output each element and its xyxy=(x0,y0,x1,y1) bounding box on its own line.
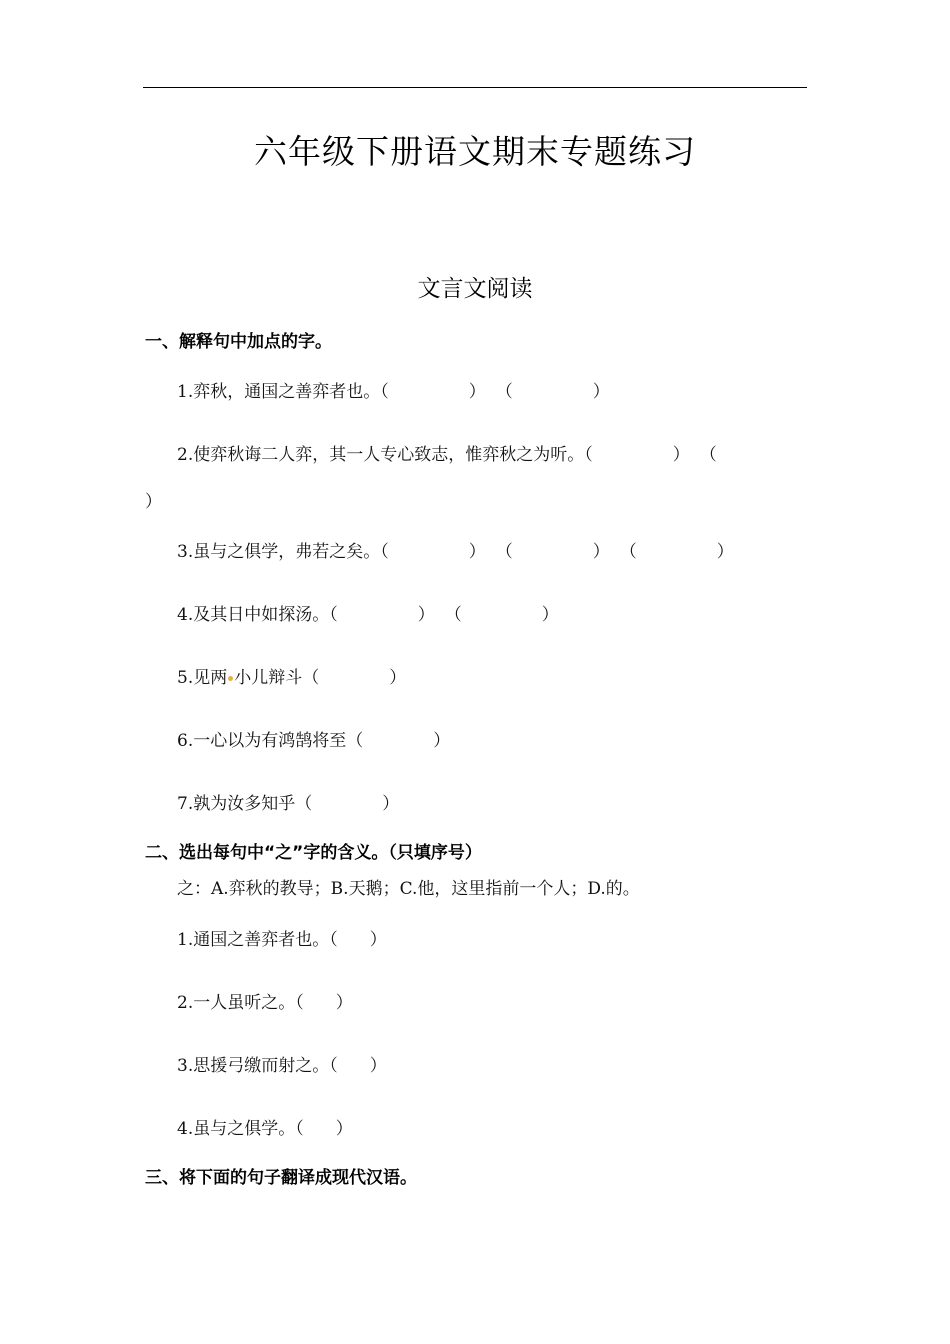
blank-open: （ xyxy=(495,542,513,562)
blank-open: （ xyxy=(329,605,338,625)
blank-close: ） xyxy=(468,542,486,562)
blank-close: ） xyxy=(433,731,451,751)
q2-item-1-text: 1.通国之善弈者也。 xyxy=(177,930,330,950)
section2-options: 之：A.弈秋的教导；B.天鹅；C.他，这里指前一个人；D.的。 xyxy=(177,879,640,899)
q1-item-3 xyxy=(177,537,734,562)
section3-heading: 三、将下面的句子翻译成现代汉语。 xyxy=(145,1168,417,1188)
q2-item-2 xyxy=(177,988,353,1013)
blank-open: （ xyxy=(444,605,462,625)
q1-item-2-text: 2.使弈秋诲二人弈，其一人专心致志，惟弈秋之为听。 xyxy=(177,445,585,465)
blank-open: （ xyxy=(329,930,338,950)
q1-item-5 xyxy=(177,663,406,688)
section-subtitle: 文言文阅读 xyxy=(417,276,533,302)
blank-close: ） xyxy=(369,930,387,950)
q2-item-2-text: 2.一人虽听之。 xyxy=(177,993,296,1013)
blank-close: ） xyxy=(592,542,610,562)
section1-heading: 一、解释句中加点的字。 xyxy=(145,332,332,352)
section2-heading: 二、选出每句中“之”字的含义。（只填序号） xyxy=(145,843,482,863)
q2-item-3-text: 3.思援弓缴而射之。 xyxy=(177,1056,330,1076)
blank-open: （ xyxy=(584,445,593,465)
top-rule xyxy=(143,87,807,88)
q1-item-2 xyxy=(177,440,717,465)
blank-open: （ xyxy=(380,542,389,562)
blank-open: （ xyxy=(699,445,717,465)
emphasis-dot-mark xyxy=(228,676,233,681)
blank-close: ） xyxy=(592,382,610,402)
blank-open: （ xyxy=(329,1056,338,1076)
blank-close: ） xyxy=(335,993,353,1013)
blank-open: （ xyxy=(295,794,313,814)
blank-open: （ xyxy=(295,1119,304,1139)
blank-close: ） xyxy=(145,492,162,512)
blank-open: （ xyxy=(495,382,513,402)
blank-close: ） xyxy=(369,1056,387,1076)
blank-close: ） xyxy=(417,605,435,625)
q2-item-3 xyxy=(177,1051,387,1076)
blank-open: （ xyxy=(295,993,304,1013)
q2-item-4 xyxy=(177,1114,353,1139)
q1-item-6 xyxy=(177,726,450,751)
q1-item-6-text: 6.一心以为有鸿鹄将至 xyxy=(177,731,347,751)
q1-item-3-text: 3.虽与之俱学，弗若之矣。 xyxy=(177,542,381,562)
q1-item-7 xyxy=(177,789,399,814)
page-title: 六年级下册语文期末专题练习 xyxy=(254,132,696,171)
q1-item-1-text: 1.弈秋，通国之善弈者也。 xyxy=(177,382,381,402)
blank-close: ） xyxy=(335,1119,353,1139)
blank-open: （ xyxy=(619,542,637,562)
q1-item-5-text-b: 小儿辩斗 xyxy=(234,668,303,688)
blank-close: ） xyxy=(389,668,407,688)
q1-item-7-text: 7.孰为汝多知乎 xyxy=(177,794,296,814)
blank-open: （ xyxy=(302,668,320,688)
blank-open: （ xyxy=(346,731,364,751)
q1-item-4-text: 4.及其日中如探汤。 xyxy=(177,605,330,625)
blank-open: （ xyxy=(380,382,389,402)
q2-item-1 xyxy=(177,925,387,950)
blank-close: ） xyxy=(672,445,690,465)
blank-close: ） xyxy=(382,794,400,814)
q1-item-2-continuation xyxy=(145,487,162,512)
q1-item-4 xyxy=(177,600,559,625)
blank-close: ） xyxy=(468,382,486,402)
q2-item-4-text: 4.虽与之俱学。 xyxy=(177,1119,296,1139)
blank-close: ） xyxy=(541,605,559,625)
blank-close: ） xyxy=(716,542,734,562)
q1-item-1 xyxy=(177,377,610,402)
q1-item-5-text-a: 5.见两 xyxy=(177,668,228,688)
